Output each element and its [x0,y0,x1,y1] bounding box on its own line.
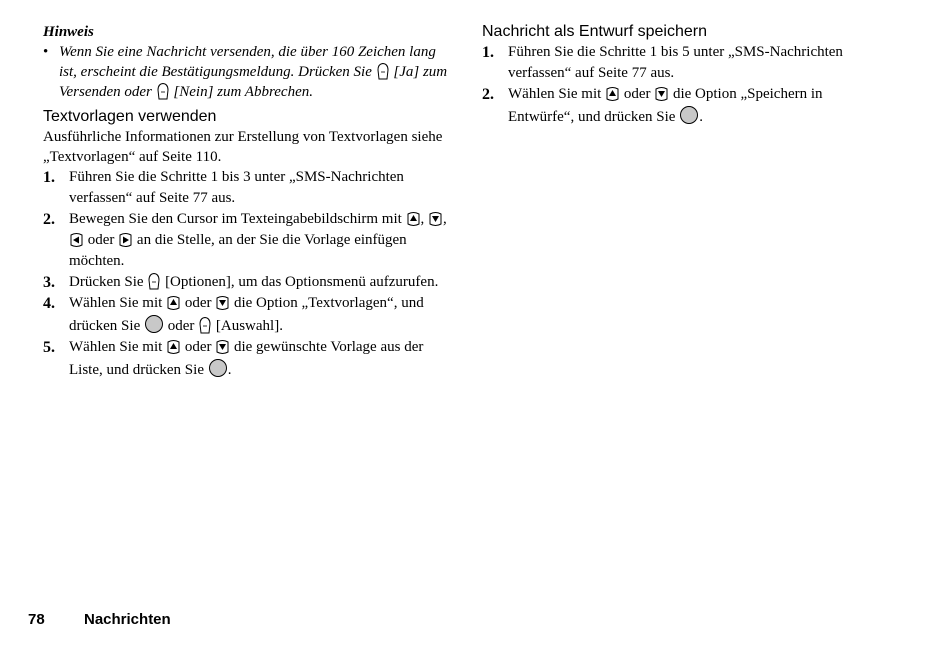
softkey-icon [156,82,170,100]
step-text-2: [Optionen], um das Optionsmenü aufzurufen. [165,274,439,290]
hint-bullet: • [43,44,49,60]
step-text-1: Wählen Sie mit [508,86,602,102]
step-number: 1. [482,44,494,61]
center-key-icon [144,314,164,334]
templates-step-2 [43,209,448,272]
templates-step-5 [43,337,448,381]
templates-step-4 [43,293,448,337]
nav-down-icon [215,295,230,311]
step-sep-3: oder [87,232,115,248]
left-column [43,22,448,381]
hint-text-1: Wenn Sie eine Nachricht versenden, die über 160 Zeichen lang ist, erscheint die Bestätigungsmeldung. Drücken Sie [59,44,436,80]
step-sep-1: , [420,211,425,227]
nav-up-icon [605,86,620,102]
hint-item [43,42,448,102]
softkey-icon [376,62,390,80]
step-number: 5. [43,339,55,356]
center-key-icon [208,358,228,378]
center-key-icon [679,105,699,125]
templates-step-3 [43,272,448,293]
right-column [482,22,887,128]
step-sep-2: , [443,211,447,227]
step-text-4: oder [167,318,195,334]
hint-title: Hinweis [43,24,94,40]
draft-step-1 [482,42,887,84]
page-number: 78 [28,611,45,628]
step-text-1: Bewegen Sie den Cursor im Texteingabebildschirm mit [69,211,402,227]
step-text-2: oder [184,339,212,355]
page-footer [28,611,171,628]
step-text-2: oder [623,86,651,102]
nav-left-icon [69,232,84,248]
step-text-3: die Option „Textvorlagen“, und drücken Sie [69,295,424,334]
step-text: Führen Sie die Schritte 1 bis 5 unter „SMS-Nachrichten verfassen“ auf Seite 77 aus. [508,44,843,81]
step-number: 2. [482,86,494,103]
step-text-4: . [699,109,703,125]
step-text-1: Drücken Sie [69,274,144,290]
softkey-icon [147,272,161,290]
step-text-1: Wählen Sie mit [69,339,163,355]
nav-up-icon [166,339,181,355]
templates-step-1 [43,167,448,209]
nav-down-icon [215,339,230,355]
step-number: 3. [43,274,55,291]
step-number: 4. [43,295,55,312]
templates-heading: Textvorlagen verwenden [43,108,217,125]
step-text: Führen Sie die Schritte 1 bis 3 unter „SMS-Nachrichten verfassen“ auf Seite 77 aus. [69,169,404,206]
hint-text-2: [Ja] zum Versenden oder [59,64,448,100]
draft-heading: Nachricht als Entwurf speichern [482,23,707,40]
nav-up-icon [406,211,421,227]
step-text-4: . [227,362,232,378]
footer-section: Nachrichten [84,611,171,628]
nav-up-icon [166,295,181,311]
templates-intro: Ausführliche Informationen zur Erstellung von Textvorlagen siehe „Textvorlagen“ auf Seite 110. [43,129,443,165]
step-text-3: die Option „Speichern in Entwürfe“, und drücken Sie [508,86,823,125]
nav-down-icon [428,211,443,227]
step-text-2: oder [184,295,212,311]
step-text-3: die gewünschte Vorlage aus der Liste, und drücken Sie [69,339,424,378]
nav-right-icon [118,232,133,248]
step-text-5: [Auswahl]. [215,318,283,334]
step-text-1: Wählen Sie mit [69,295,163,311]
step-text-2: an die Stelle, an der Sie die Vorlage einfügen möchten. [69,232,407,269]
step-number: 1. [43,169,55,186]
nav-down-icon [654,86,669,102]
hint-text-3: [Nein] zum Abbrechen. [173,84,313,100]
step-number: 2. [43,211,55,228]
draft-step-2 [482,84,887,128]
softkey-icon [198,316,212,334]
